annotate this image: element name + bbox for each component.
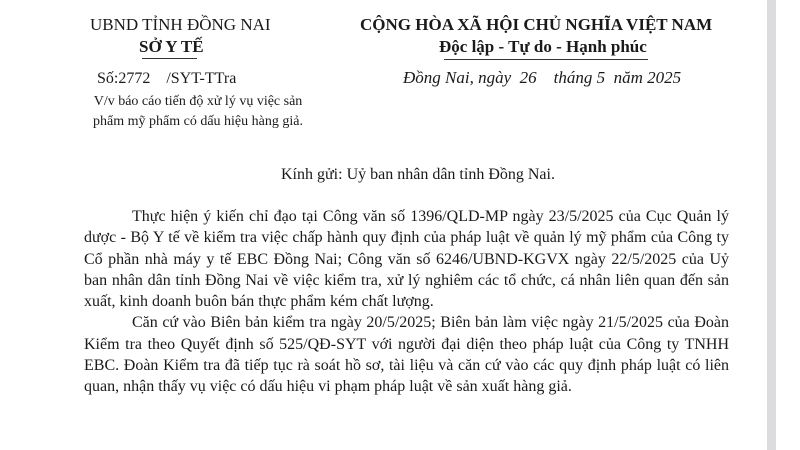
body-paragraph: Thực hiện ý kiến chỉ đạo tại Công văn số 1396/QLD-MP ngày 23/5/2025 của Cục Quản lý dược - Bộ Y tế về kiểm tra việc chấp hành quy định của pháp luật về quản lý mỹ phẩm của Công ty Cổ phần nhà máy y tế EBC Đồng Nai; Công văn số 6246/UBND-KGVX ngày 22/5/2025 của Uỷ ban nhân dân tỉnh Đồng Nai về việc kiểm tra, xử lý nghiêm các tổ chức, cá nhân liên quan đến sản xuất, kinh doanh buôn bán thực phẩm kém chất lượng.	[84, 208, 729, 311]
document-number: Số:2772 /SYT-TTra	[97, 70, 237, 87]
department-name: SỞ Y TẾ	[139, 37, 204, 56]
document-subject: V/v báo cáo tiến độ xử lý vụ việc sản phẩm mỹ phẩm có dấu hiệu hàng giả.	[93, 94, 303, 129]
viewer-scrollbar[interactable]	[767, 0, 776, 450]
nation-title: CỘNG HÒA XÃ HỘI CHỦ NGHĨA VIỆT NAM	[360, 15, 713, 34]
agency-name: UBND TỈNH ĐỒNG NAI	[90, 15, 271, 34]
body-paragraph: Căn cứ vào Biên bản kiểm tra ngày 20/5/2025; Biên bản làm việc ngày 21/5/2025 của Đoàn Kiểm tra theo Quyết định số 525/QĐ-SYT với người đại diện theo pháp luật của Công ty TNHH EBC. Đoàn Kiểm tra đã tiếp tục rà soát hồ sơ, tài liệu và căn cứ vào các quy định pháp luật có liên quan, nhận thấy vụ việc có dấu hiệu vi phạm pháp luật về sản xuất hàng giả.	[84, 314, 729, 396]
recipient-line: Kính gửi: Uỷ ban nhân dân tỉnh Đồng Nai.	[281, 166, 555, 183]
department-underline	[142, 58, 197, 59]
viewer-margin	[776, 0, 800, 450]
document-body	[84, 206, 729, 398]
motto-underline	[444, 59, 648, 60]
national-motto: Độc lập - Tự do - Hạnh phúc	[439, 37, 647, 56]
place-date: Đồng Nai, ngày 26 tháng 5 năm 2025	[403, 68, 682, 87]
